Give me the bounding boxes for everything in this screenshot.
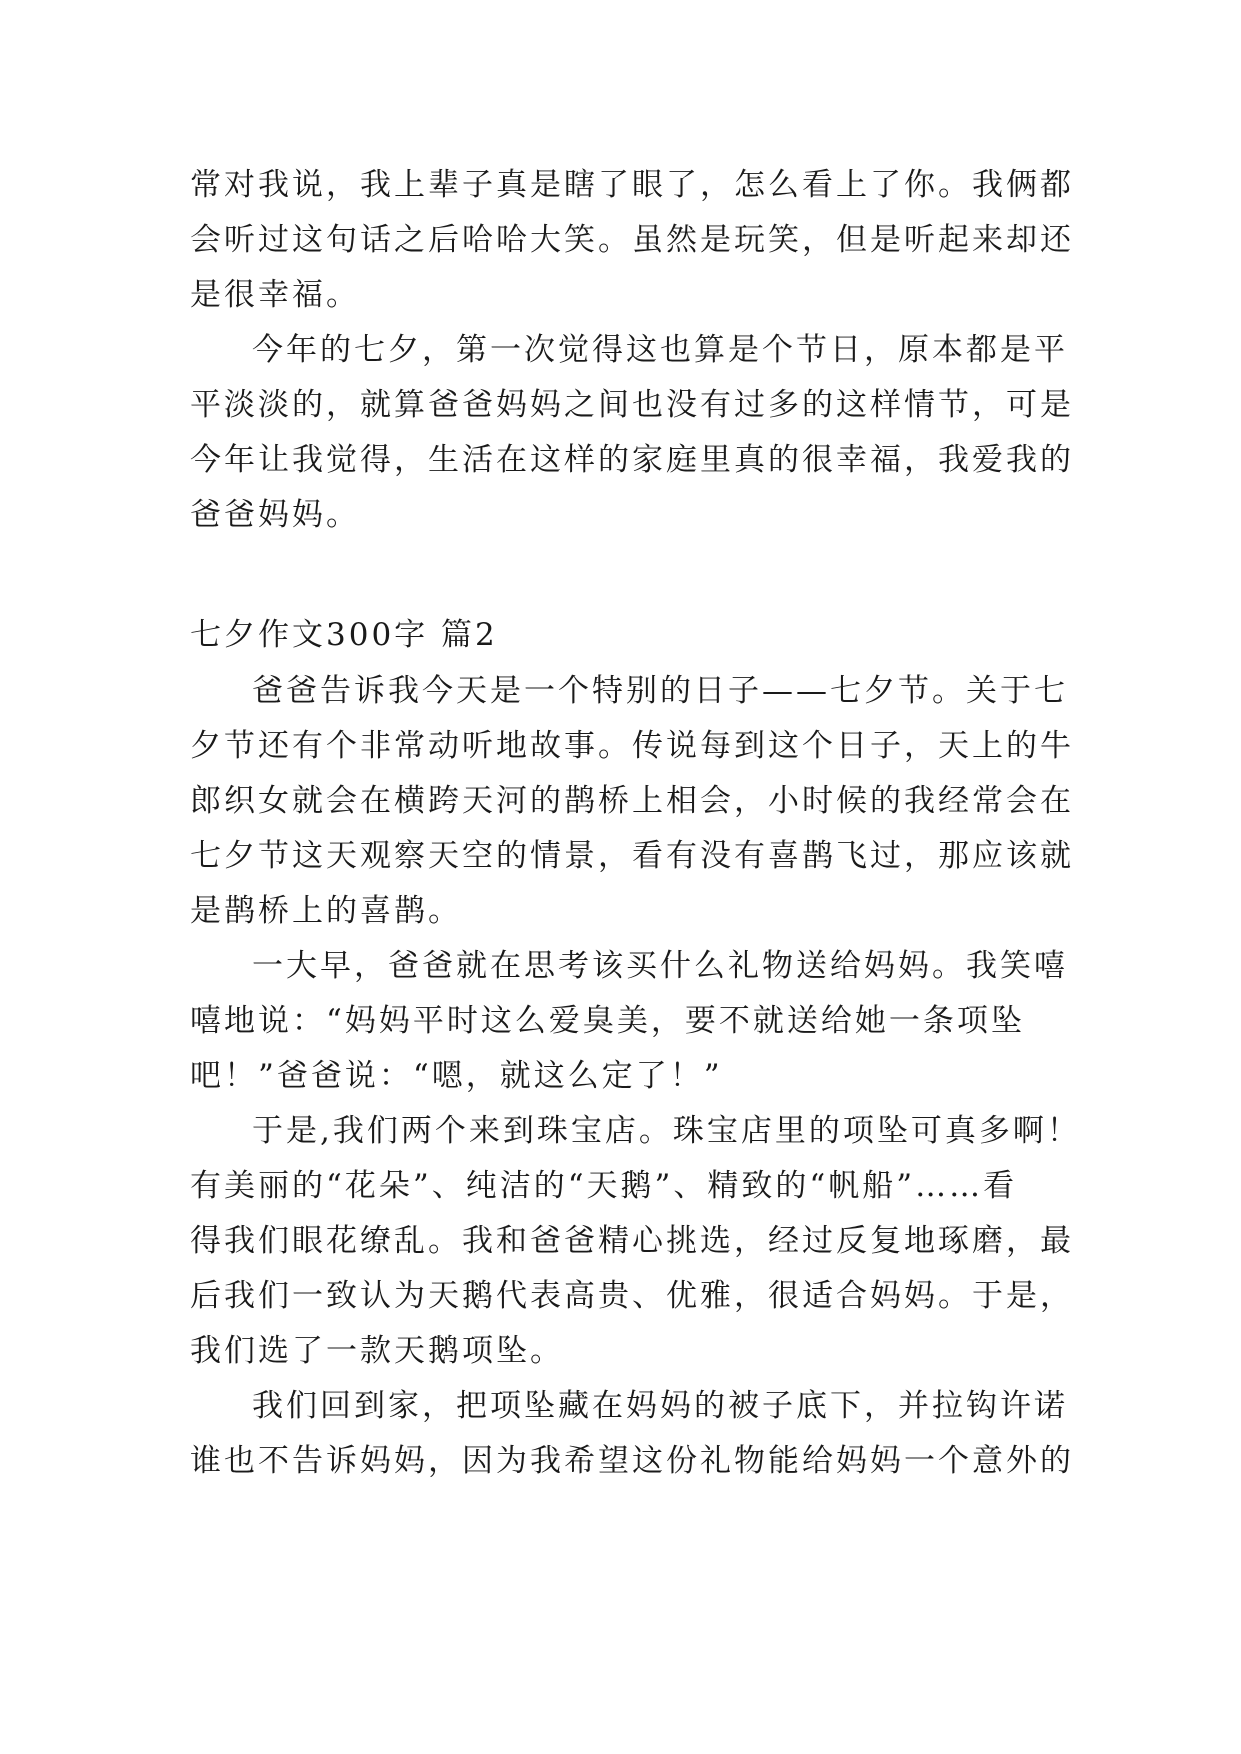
section-heading: 七夕作文300字 篇2 [190, 617, 498, 653]
paragraph-first-line: 一大早，爸爸就在思考该买什么礼物送给妈妈。我笑嘻 [252, 948, 1068, 984]
text-line: 是很幸福。 [190, 277, 360, 313]
paragraph-first-line: 我们回到家，把项坠藏在妈妈的被子底下，并拉钩许诺 [252, 1388, 1068, 1424]
text-line: 平淡淡的，就算爸爸妈妈之间也没有过多的这样情节，可是 [190, 387, 1074, 423]
text-line: 爸爸妈妈。 [190, 497, 360, 533]
text-line: 我们选了一款天鹅项坠。 [190, 1333, 564, 1369]
paragraph-first-line: 爸爸告诉我今天是一个特别的日子——七夕节。关于七 [252, 673, 1068, 709]
text-line: 是鹊桥上的喜鹊。 [190, 893, 462, 929]
text-line: 谁也不告诉妈妈，因为我希望这份礼物能给妈妈一个意外的 [190, 1443, 1074, 1479]
text-line: 常对我说，我上辈子真是瞎了眼了，怎么看上了你。我俩都 [190, 167, 1074, 203]
text-line: 有美丽的“花朵”、纯洁的“天鹅”、精致的“帆船”……看 [190, 1168, 1018, 1204]
paragraph-first-line: 于是,我们两个来到珠宝店。珠宝店里的项坠可真多啊！ [252, 1113, 1081, 1149]
text-line: 吧！”爸爸说：“嗯，就这么定了！” [190, 1058, 723, 1094]
text-line: 后我们一致认为天鹅代表高贵、优雅，很适合妈妈。于是， [190, 1278, 1074, 1314]
text-line: 今年让我觉得，生活在这样的家庭里真的很幸福，我爱我的 [190, 442, 1074, 478]
text-line: 会听过这句话之后哈哈大笑。虽然是玩笑，但是听起来却还 [190, 222, 1074, 258]
text-line: 七夕节这天观察天空的情景，看有没有喜鹊飞过，那应该就 [190, 838, 1074, 874]
text-line: 郎织女就会在横跨天河的鹊桥上相会，小时候的我经常会在 [190, 783, 1074, 819]
text-line: 得我们眼花缭乱。我和爸爸精心挑选，经过反复地琢磨，最 [190, 1223, 1074, 1259]
paragraph-first-line: 今年的七夕，第一次觉得这也算是个节日，原本都是平 [252, 332, 1068, 368]
text-line: 夕节还有个非常动听地故事。传说每到这个日子，天上的牛 [190, 728, 1074, 764]
text-line: 嘻地说：“妈妈平时这么爱臭美，要不就送给她一条项坠 [190, 1003, 1025, 1039]
